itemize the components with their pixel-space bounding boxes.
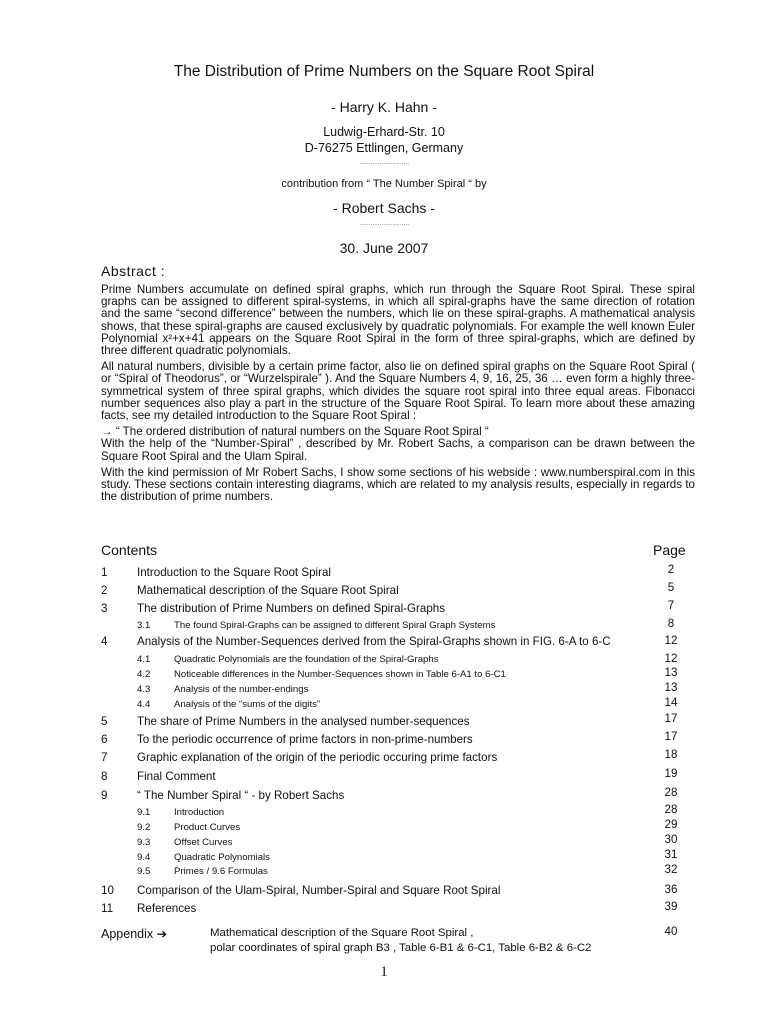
toc-subentry-page: 30: [664, 833, 678, 846]
appendix-description[interactable]: [210, 926, 591, 956]
toc-subentry-number: 9.3: [137, 837, 151, 848]
toc-entry-number: 1: [101, 566, 108, 579]
toc-entry-page: 18: [664, 748, 678, 761]
toc-entry-page: 17: [664, 712, 678, 725]
abstract-paragraph-2: All natural numbers, divisible by a certain prime factor, also lie on defined spiral graphs on the Square Root Spiral ( or “Spiral of Theodorus”, or “Wurzelspirale” ). And the Square Numbers 4, 9, 16, 25, 36 … even form a highly three-symmetrical system of three spiral graphs, which divides the square root spiral into three equal areas. Fibonacci number sequences also play a part in the structure of the Square Root Spiral. To learn more about these amazing facts, see my detailed introduction to the Square Root Spiral :: [101, 360, 695, 423]
toc-entry-number: 6: [101, 733, 108, 746]
toc-entry-number: 5: [101, 715, 108, 728]
page-number: 1: [380, 964, 388, 980]
toc-subentry-title: Analysis of the number-endings: [174, 684, 309, 695]
toc-entry[interactable]: [0, 902, 768, 918]
paper-date: 30. June 2007: [339, 240, 429, 256]
toc-subentry-page: 29: [664, 818, 678, 831]
toc-entry[interactable]: [0, 599, 768, 618]
toc-entry-number: 9: [101, 789, 108, 802]
toc-subentry-number: 4.2: [137, 669, 151, 680]
toc-entry[interactable]: [0, 635, 768, 651]
toc-entry-page: 7: [667, 599, 675, 612]
toc-subentry-number: 9.4: [137, 852, 151, 863]
toc-subentry-page: 12: [664, 652, 678, 665]
toc-subentry-title: Product Curves: [174, 822, 241, 833]
toc-subentry-title: Introduction: [174, 807, 225, 818]
toc-entry-page: 17: [664, 730, 678, 743]
toc-entry-title: Analysis of the Number-Sequences derived from the Spiral-Graphs shown in FIG. 6-A to 6-C: [137, 635, 611, 648]
toc-entry-title: Graphic explanation of the origin of the periodic occuring prime factors: [137, 751, 498, 764]
toc-subentry-title: Quadratic Polynomials: [174, 852, 270, 863]
toc-entry[interactable]: [0, 884, 768, 900]
separator-2: ………………………: [359, 221, 409, 227]
abstract-body: [101, 284, 695, 507]
toc-subentry-title: Offset Curves: [174, 837, 233, 848]
toc-entry-number: 7: [101, 751, 108, 764]
toc-subentry-title: Primes / 9.6 Formulas: [174, 866, 268, 877]
toc-entry[interactable]: [0, 563, 768, 582]
toc-subentry-title: Quadratic Polynomials are the foundation of the Spiral-Graphs: [174, 654, 439, 665]
appendix-page: 40: [664, 925, 678, 938]
toc-entry-page: 19: [664, 767, 678, 780]
appendix-line-2: polar coordinates of spiral graph B3 , Table 6-B1 & 6-C1, Table 6-B2 & 6-C2: [210, 942, 592, 954]
toc-subentry-page: 31: [664, 848, 678, 861]
abstract-paragraph-1: Prime Numbers accumulate on defined spiral graphs, which run through the Square Root Spiral. These spiral graphs can be assigned to different spiral-systems, in which all spiral-graphs have the same direction of rotation and the same “second difference” between the numbers, which lie on these spiral-graphs. A mathematical analysis shows, that these spiral-graphs are caused exclusively by quadratic polynomials. For example the well known Euler Polynomial x²+x+41 appears on the Square Root Spiral in the form of three spiral-graphs, which are defined by three different quadratic polynomials.: [101, 283, 695, 358]
toc-subentry[interactable]: [0, 803, 768, 823]
toc-entry-title: Mathematical description of the Square Root Spiral: [137, 584, 399, 597]
toc-subentry-page: 13: [664, 666, 678, 679]
toc-subentry-page: 8: [667, 617, 675, 630]
separator-1: ………………………: [359, 160, 409, 166]
contents-heading: Contents: [101, 542, 158, 558]
toc-subentry[interactable]: [0, 818, 768, 838]
toc-entry-title: Introduction to the Square Root Spiral: [137, 566, 331, 579]
abstract-heading: Abstract :: [101, 263, 166, 279]
toc-subentry-title: The found Spiral-Graphs can be assigned to different Spiral Graph Systems: [174, 620, 496, 631]
toc-entry-number: 11: [101, 902, 114, 915]
coauthor-name: - Robert Sachs -: [333, 200, 435, 216]
toc-entry-title: To the periodic occurrence of prime factors in non-prime-numbers: [137, 733, 473, 746]
toc-entry-page: 36: [664, 883, 678, 896]
toc-entry-title: “ The Number Spiral “ - by Robert Sachs: [137, 789, 345, 802]
toc-entry-title: Comparison of the Ulam-Spiral, Number-Spiral and Square Root Spiral: [137, 884, 501, 897]
contribution-line: contribution from “ The Number Spiral “ by: [281, 178, 487, 190]
paper-title: The Distribution of Prime Numbers on the Square Root Spiral: [173, 63, 595, 80]
toc-subentry-number: 9.5: [137, 866, 151, 877]
toc-subentry-page: 32: [664, 863, 678, 876]
toc-subentry-number: 9.1: [137, 807, 151, 818]
toc-entry[interactable]: [0, 730, 768, 749]
abstract-reference-link[interactable]: → “ The ordered distribution of natural numbers on the Square Root Spiral “: [101, 425, 489, 439]
toc-entry-number: 8: [101, 770, 108, 783]
toc-subentry-number: 4.3: [137, 684, 151, 695]
toc-entry-number: 4: [101, 635, 108, 648]
toc-subentry[interactable]: [0, 654, 768, 670]
toc-entry-page: 39: [664, 900, 678, 913]
toc-entry-page: 28: [664, 786, 678, 799]
toc-entry-number: 10: [101, 884, 114, 897]
abstract-paragraph-4: With the help of the “Number-Spiral” , described by Mr. Robert Sachs, a comparison can be drawn between the Square Root Spiral and the Ulam Spiral.: [101, 437, 695, 463]
toc-entry-page: 2: [667, 563, 675, 576]
toc-subentry[interactable]: [0, 696, 768, 715]
toc-subentry-number: 9.2: [137, 822, 151, 833]
toc-subentry-number: 4.1: [137, 654, 151, 665]
toc-entry-number: 2: [101, 584, 108, 597]
appendix-line-1: Mathematical description of the Square Root Spiral ,: [210, 927, 474, 939]
toc-subentry-number: 3.1: [137, 620, 151, 631]
toc-entry-page: 5: [667, 581, 675, 594]
appendix-label: Appendix ➔: [101, 927, 168, 941]
toc-subentry[interactable]: [0, 863, 768, 882]
toc-entry[interactable]: [0, 786, 768, 805]
toc-subentry-number: 4.4: [137, 699, 151, 710]
toc-subentry-title: Noticeable differences in the Number-Sequences shown in Table 6-A1 to 6-C1: [174, 669, 506, 680]
toc-entry[interactable]: [0, 581, 768, 600]
toc-entry[interactable]: [0, 748, 768, 767]
toc-entry-page: 12: [664, 634, 678, 647]
toc-entry-title: The share of Prime Numbers in the analysed number-sequences: [137, 715, 470, 728]
abstract-paragraph-5: With the kind permission of Mr Robert Sachs, I show some sections of his webside : www.numberspiral.com in this study. These sections contain interesting diagrams, which are related to my analysis results, especially in regards to the distribution of prime numbers.: [101, 465, 695, 504]
toc-subentry[interactable]: [0, 617, 768, 636]
toc-entry[interactable]: [0, 767, 768, 786]
toc-entry-title: Final Comment: [137, 770, 216, 783]
contents-page-heading: Page: [653, 542, 686, 558]
toc-subentry-page: 13: [664, 681, 678, 694]
toc-subentry[interactable]: [0, 681, 768, 700]
address-city: D-76275 Ettlingen, Germany: [304, 141, 464, 155]
address-street: Ludwig-Erhard-Str. 10: [323, 125, 445, 139]
toc-entry-title: The distribution of Prime Numbers on defined Spiral-Graphs: [137, 602, 446, 615]
toc-entry-title: References: [137, 902, 197, 915]
toc-subentry-page: 14: [664, 696, 678, 709]
toc-subentry[interactable]: [0, 833, 768, 853]
toc-subentry[interactable]: [0, 666, 768, 685]
author-name: - Harry K. Hahn -: [331, 99, 437, 115]
toc-subentry-title: Analysis of the “sums of the digits”: [174, 699, 321, 710]
toc-entry-number: 3: [101, 602, 108, 615]
toc-subentry-page: 28: [664, 803, 678, 816]
toc-entry[interactable]: [0, 712, 768, 731]
